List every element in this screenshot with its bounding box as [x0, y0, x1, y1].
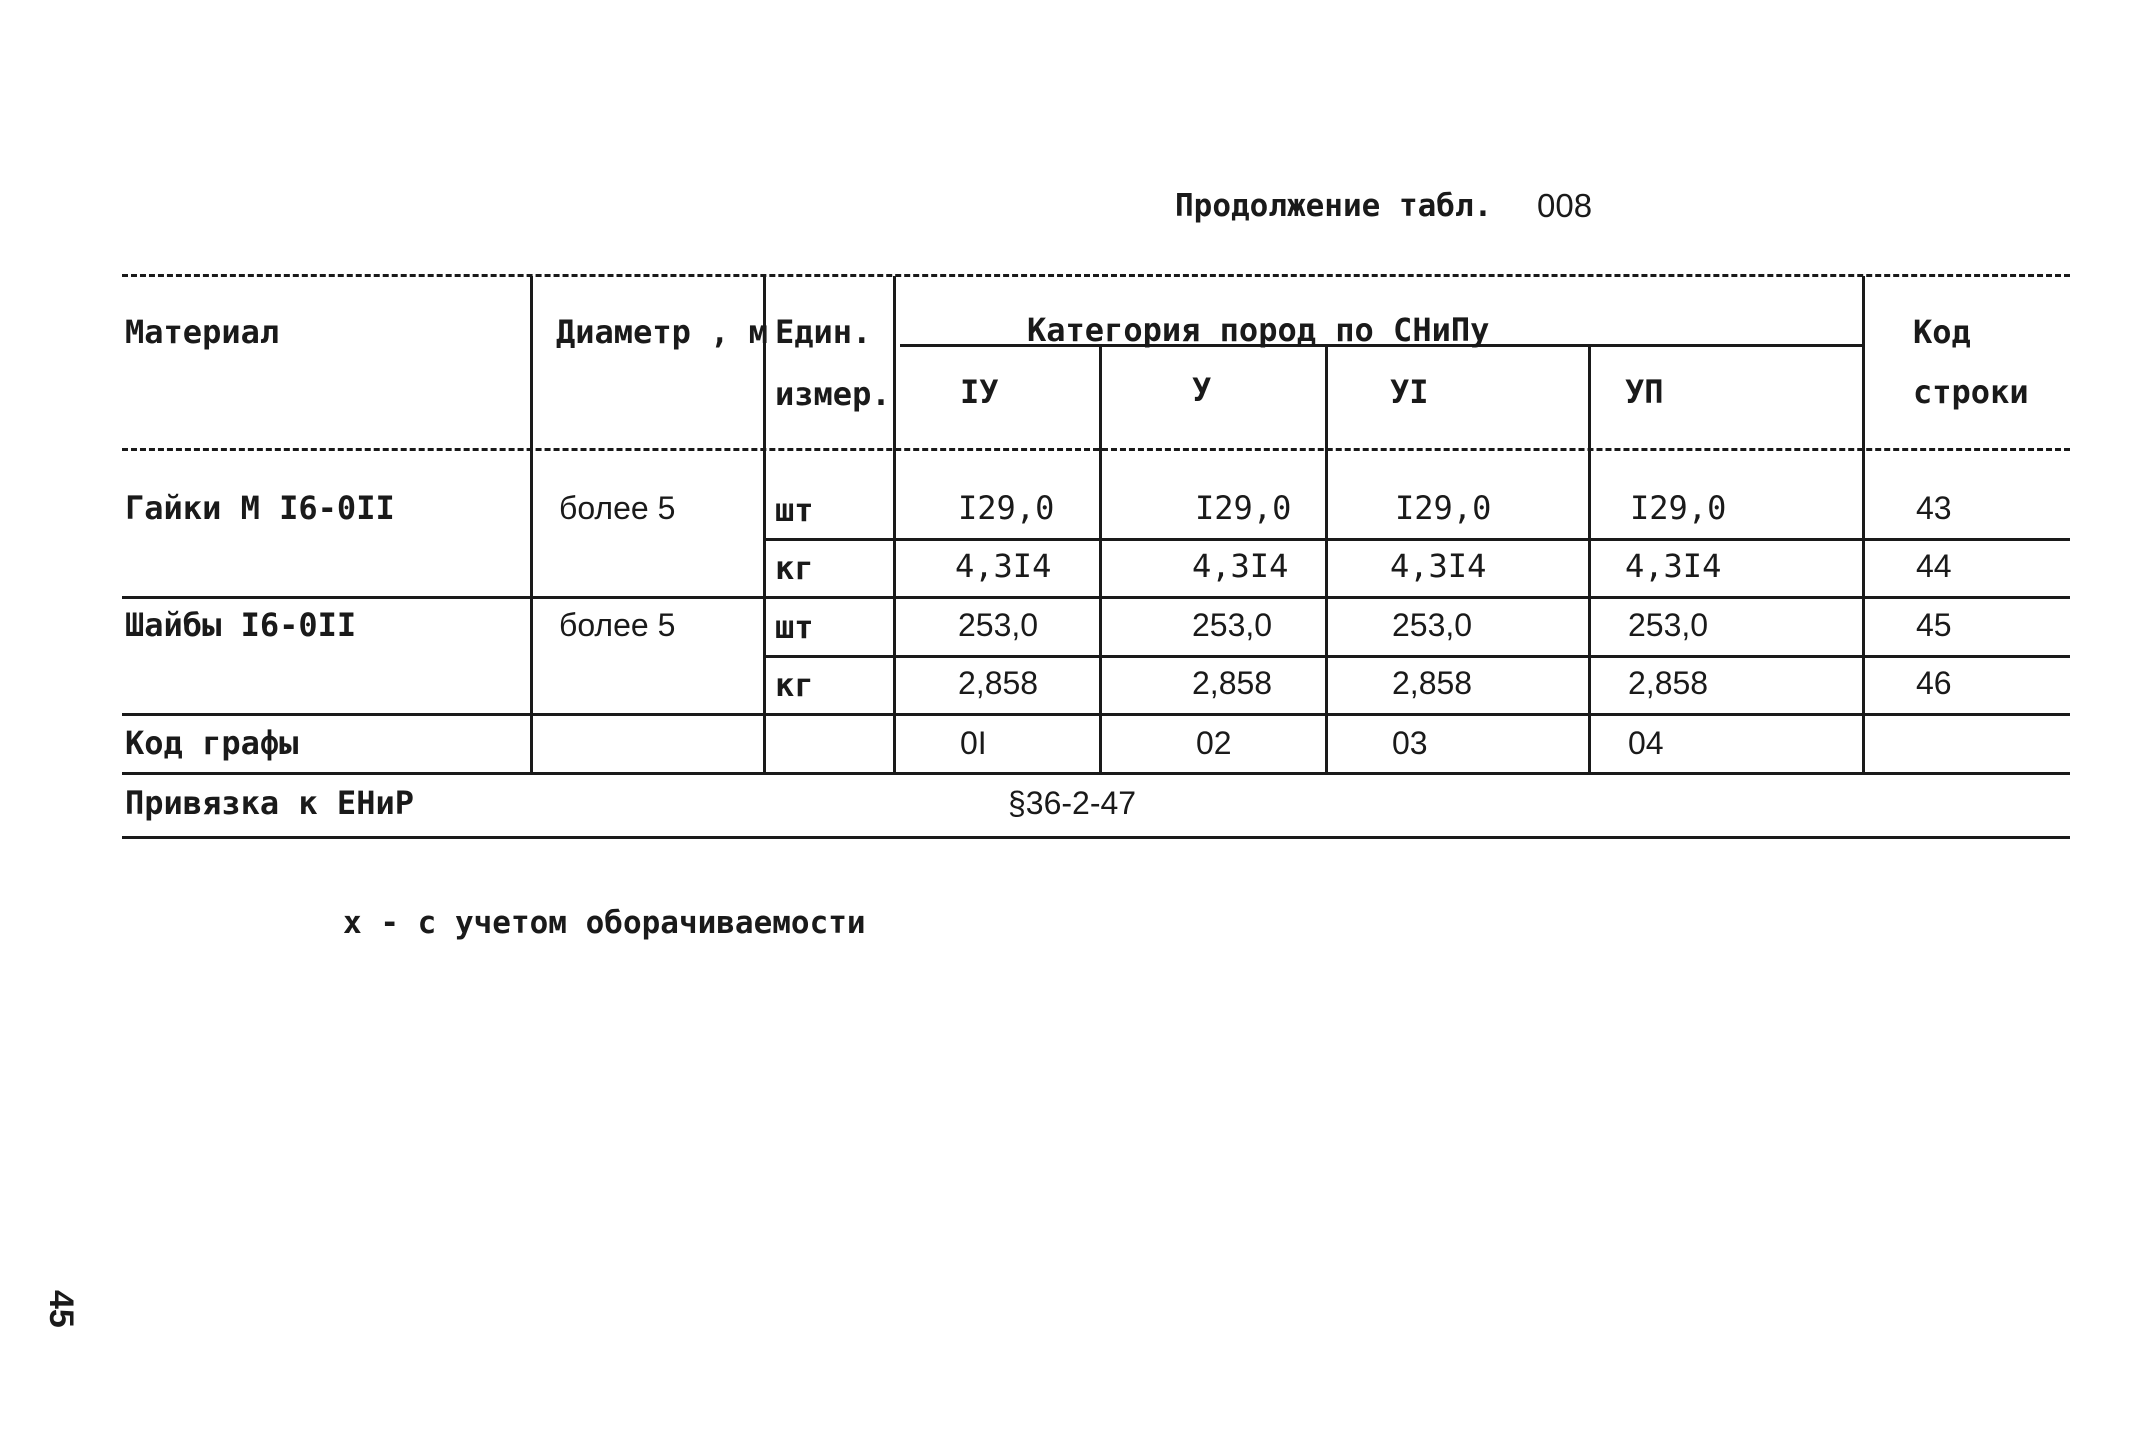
binding-label: Привязка к ЕНиР	[125, 784, 414, 822]
binding-reference: §36-2-47	[1008, 785, 1137, 821]
header-diameter: Диаметр , м	[556, 313, 768, 351]
header-cat4: УП	[1625, 373, 1664, 411]
row4-cat2-value: 2,858	[1192, 665, 1273, 701]
col-divider-cat2	[1099, 346, 1102, 772]
row4-cat1-value: 2,858	[958, 665, 1039, 701]
row1-cat3-value: I29,0	[1395, 489, 1492, 527]
row-rule-1	[765, 538, 2070, 541]
row-rule-3	[765, 655, 2070, 658]
header-material: Материал	[125, 313, 280, 351]
col-divider-cat3	[1325, 346, 1328, 772]
header-cat1: IУ	[960, 373, 999, 411]
column-code-3: 03	[1392, 725, 1428, 761]
header-unit-line2: измер.	[775, 375, 891, 413]
table-bottom-rule	[122, 836, 2070, 839]
header-unit-line1: Един.	[775, 313, 872, 351]
table-top-rule	[122, 274, 2070, 277]
column-codes-label: Код графы	[125, 724, 299, 762]
column-code-1: 0I	[960, 725, 987, 761]
row4-code: 46	[1916, 665, 1952, 701]
row2-cat1-value: 4,3I4	[955, 547, 1052, 585]
page-number: 45	[42, 1290, 80, 1328]
column-code-2: 02	[1196, 725, 1232, 761]
row3-cat1-value: 253,0	[958, 607, 1039, 643]
row3-cat4-value: 253,0	[1628, 607, 1709, 643]
row3-diameter: более 5	[559, 607, 676, 643]
row1-cat4-value: I29,0	[1630, 489, 1727, 527]
row2-cat3-value: 4,3I4	[1390, 547, 1487, 585]
row4-cat3-value: 2,858	[1392, 665, 1473, 701]
row3-code: 45	[1916, 607, 1952, 643]
col-divider-code	[1862, 276, 1865, 772]
col-divider-cat4	[1588, 346, 1591, 772]
row3-material: Шайбы I6-0II	[125, 606, 357, 644]
row2-cat4-value: 4,3I4	[1625, 547, 1722, 585]
row1-code: 43	[1916, 490, 1952, 526]
footnote: х - с учетом оборачиваемости	[343, 905, 866, 941]
col-divider-cat1	[893, 276, 896, 772]
column-code-4: 04	[1628, 725, 1664, 761]
table-number: 008	[1537, 187, 1593, 224]
row4-cat4-value: 2,858	[1628, 665, 1709, 701]
row2-cat2-value: 4,3I4	[1192, 547, 1289, 585]
row-rule-5	[122, 772, 2070, 775]
table-caption: Продолжение табл.	[1175, 188, 1493, 224]
row3-unit: шт	[775, 608, 814, 646]
header-cat3: УI	[1390, 373, 1429, 411]
row3-cat3-value: 253,0	[1392, 607, 1473, 643]
row1-diameter: более 5	[559, 490, 676, 526]
header-cat2: У	[1192, 371, 1212, 409]
row-rule-2	[122, 596, 2070, 599]
row1-material: Гайки М I6-0II	[125, 489, 395, 527]
header-code-line2: строки	[1913, 373, 2029, 411]
row1-unit: шт	[775, 491, 814, 529]
row-rule-4	[122, 713, 2070, 716]
row2-unit: кг	[775, 549, 814, 587]
col-divider-diameter	[530, 276, 533, 772]
row3-cat2-value: 253,0	[1192, 607, 1273, 643]
row1-cat1-value: I29,0	[958, 489, 1055, 527]
header-code-line1: Код	[1913, 313, 1971, 351]
row1-cat2-value: I29,0	[1195, 489, 1292, 527]
row4-unit: кг	[775, 666, 814, 704]
row2-code: 44	[1916, 548, 1952, 584]
header-category-group: Категория пород по СНиПу	[1027, 311, 1490, 349]
header-bottom-rule	[122, 448, 2070, 451]
